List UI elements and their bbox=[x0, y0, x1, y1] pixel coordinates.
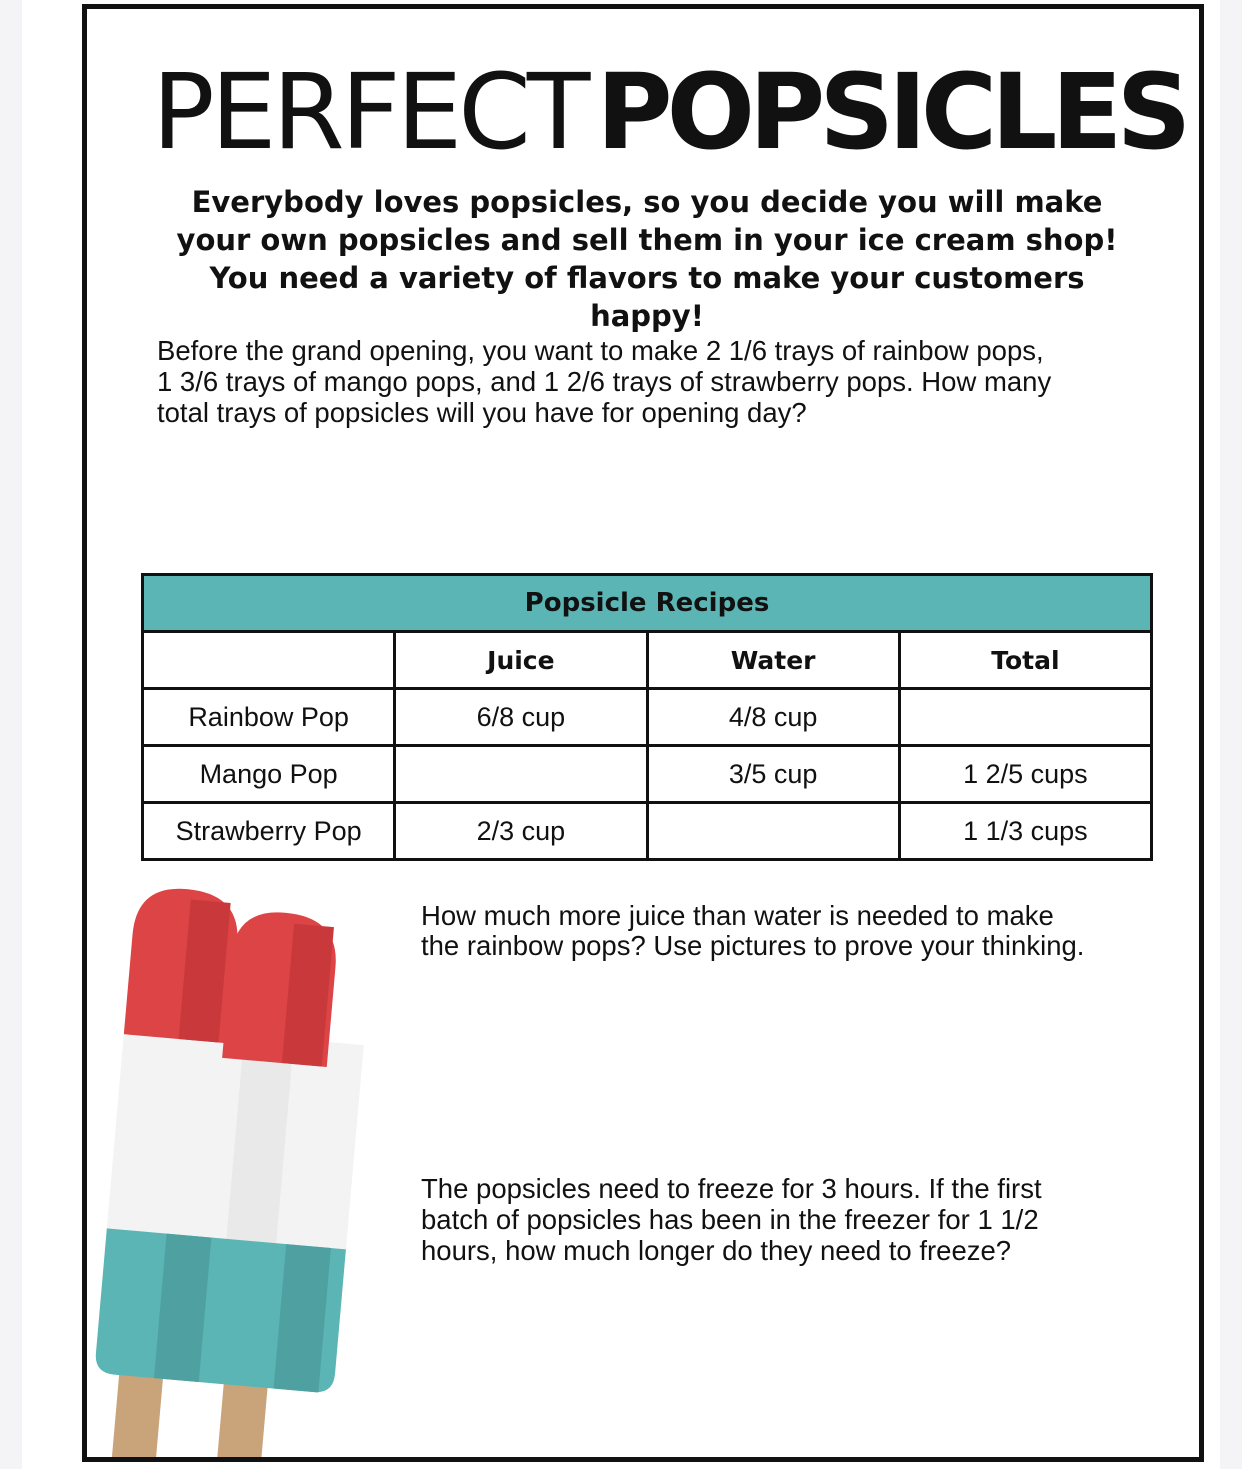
question-line: hours, how much longer do they need to freeze? bbox=[421, 1235, 1012, 1266]
table-cell bbox=[395, 746, 647, 803]
table-row bbox=[143, 689, 1152, 746]
question-line: 1 3/6 trays of mango pops, and 1 2/6 trays of strawberry pops. How many bbox=[157, 366, 1052, 397]
worksheet-frame bbox=[82, 4, 1204, 1462]
question-line: Before the grand opening, you want to make 2 1/6 trays of rainbow pops, bbox=[157, 335, 1044, 366]
table-cell bbox=[647, 803, 899, 860]
table-cell: 1 2/5 cups bbox=[899, 746, 1151, 803]
worksheet-title bbox=[152, 51, 1186, 173]
table-row bbox=[143, 746, 1152, 803]
table-cell bbox=[899, 689, 1151, 746]
question-line: batch of popsicles has been in the freezer for 1 1/2 bbox=[421, 1204, 1039, 1235]
question-line: How much more juice than water is needed to make bbox=[421, 900, 1054, 931]
table-cell: Strawberry Pop bbox=[143, 803, 395, 860]
question-freeze-time bbox=[421, 1173, 1121, 1266]
question-line: the rainbow pops? Use pictures to prove your thinking. bbox=[421, 930, 1085, 961]
table-header-cell bbox=[143, 632, 395, 689]
intro-paragraph: Everybody loves popsicles, so you decide you will make your own popsicles and sell them in your ice cream shop! You need a variety of flavors to make your customers happy! bbox=[176, 185, 1118, 333]
popsicle-illustration bbox=[92, 885, 392, 1457]
table-cell: 3/5 cup bbox=[647, 746, 899, 803]
question-line: The popsicles need to freeze for 3 hours. If the first bbox=[421, 1173, 1042, 1204]
table-header-cell: Juice bbox=[395, 632, 647, 689]
table-caption: Popsicle Recipes bbox=[143, 575, 1152, 632]
worksheet-page bbox=[22, 0, 1220, 1469]
table-cell: 4/8 cup bbox=[647, 689, 899, 746]
table-header-cell: Water bbox=[647, 632, 899, 689]
table-header-row bbox=[143, 632, 1152, 689]
popsicle-recipes-table bbox=[141, 573, 1153, 861]
question-trays bbox=[157, 335, 1157, 428]
question-line: total trays of popsicles will you have for opening day? bbox=[157, 397, 807, 428]
table-cell: 2/3 cup bbox=[395, 803, 647, 860]
table-row bbox=[143, 803, 1152, 860]
table-cell: 1 1/3 cups bbox=[899, 803, 1151, 860]
table-cell: 6/8 cup bbox=[395, 689, 647, 746]
title-bold: POPSICLES bbox=[596, 51, 1186, 173]
question-juice-vs-water bbox=[421, 901, 1151, 961]
table-cell: Mango Pop bbox=[143, 746, 395, 803]
popsicle-icon bbox=[92, 885, 392, 1457]
table-header-cell: Total bbox=[899, 632, 1151, 689]
title-light: PERFECT bbox=[152, 51, 587, 173]
table-cell: Rainbow Pop bbox=[143, 689, 395, 746]
